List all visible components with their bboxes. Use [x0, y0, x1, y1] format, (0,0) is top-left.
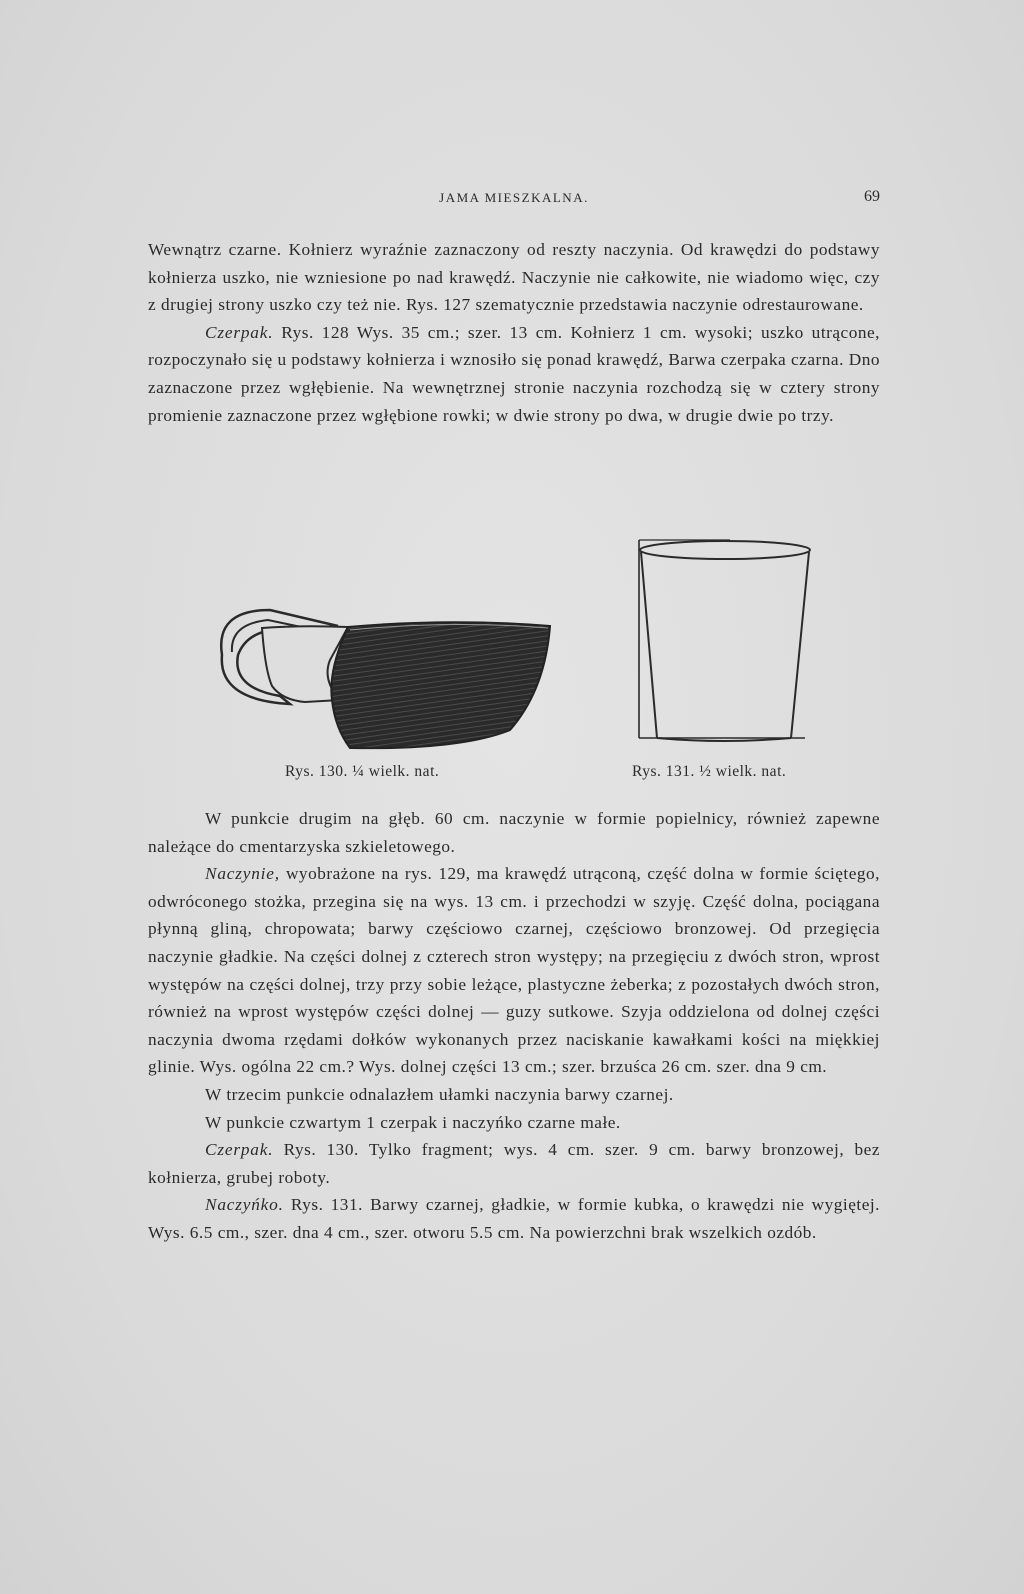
paragraph	[148, 319, 880, 429]
page-number: 69	[864, 188, 880, 205]
paragraph-lead: Czerpak.	[205, 322, 274, 342]
ladle-fragment-illustration	[210, 600, 580, 790]
paragraph-text: Wewnątrz czarne. Kołnierz wyraźnie zaznaczony od reszty naczynia. Od krawędzi do podstawy kołnierza uszko, nie wzniesione po nad krawędź. Naczynie nie całkowite, nie wiadomo więc, czy z drugiej strony uszko czy też nie. Rys. 127 szematycznie przedstawia naczynie odrestaurowane.	[148, 240, 880, 315]
paragraph-text: W punkcie drugim na głęb. 60 cm. naczynie w formie popielnicy, również zapewne należące do cmentarzyska szkieletowego.	[148, 809, 880, 856]
paragraph-lead: Czerpak.	[205, 1140, 274, 1160]
paragraph	[148, 1136, 880, 1191]
cup-illustration	[635, 538, 825, 788]
page-header	[148, 186, 880, 210]
paragraph	[148, 1081, 880, 1109]
figure-caption-131: Rys. 131. ½ wielk. nat.	[632, 763, 787, 780]
paragraph-text: Rys. 130. Tylko fragment; wys. 4 cm. szer. 9 cm. barwy bronzowej, bez kołnierza, grubej roboty.	[148, 1140, 880, 1187]
running-title: JAMA MIESZKALNA.	[439, 190, 589, 205]
paragraph	[148, 236, 880, 319]
paragraph-lead: Naczyńko.	[205, 1195, 284, 1215]
paragraph	[148, 805, 880, 860]
text-block-top	[148, 236, 880, 429]
text-block-bottom	[148, 805, 880, 1247]
figure-caption-130: Rys. 130. ¼ wielk. nat.	[285, 763, 440, 780]
paragraph	[148, 1109, 880, 1137]
paragraph-lead: Naczynie,	[205, 864, 280, 884]
paragraph	[148, 1191, 880, 1246]
paragraph	[148, 860, 880, 1081]
paragraph-text: W punkcie czwartym 1 czerpak i naczyńko czarne małe.	[205, 1112, 621, 1132]
paragraph-text: Rys. 128 Wys. 35 cm.; szer. 13 cm. Kołnierz 1 cm. wysoki; uszko utrącone, rozpoczynało się u podstawy kołnierza i wznosiło się ponad krawędź, Barwa czerpaka czarna. Dno zaznaczone przez wgłębienie. Na wewnętrznej stronie naczynia rozchodzą się w cztery strony promienie zaznaczone przez wgłębione rowki; w dwie strony po dwa, w drugie dwie po trzy.	[148, 322, 880, 425]
paragraph-text: wyobrażone na rys. 129, ma krawędź utrąconą, część dolna w formie ściętego, odwróconego stożka, przegina się na wys. 13 cm. i przechodzi w szyję. Część dolna, pociągana płynną gliną, chropowata; barwy częściowo czarnej, częściowo bronzowej. Od przegięcia naczynie gładkie. Na części dolnej z czterech stron występy; na przegięciu z dwóch stron, wprost występów na części dolnej, trzy przy sobie leżące, plastyczne żeberka; z pozostałych dwóch stron, również na wprost występów części dolnej — guzy sutkowe. Szyja oddzielona od dolnej części naczynia dwoma rzędami dołków wykonanych przez naciskanie kawałkami kości na miękkiej glinie. Wys. ogólna 22 cm.? Wys. dolnej części 13 cm.; szer. brzuśca 26 cm. szer. dna 9 cm.	[148, 864, 880, 1077]
paragraph-text: W trzecim punkcie odnalazłem ułamki naczynia barwy czarnej.	[205, 1084, 674, 1104]
paragraph-text: Rys. 131. Barwy czarnej, gładkie, w formie kubka, o krawędzi nie wygiętej. Wys. 6.5 cm., szer. dna 4 cm., szer. otworu 5.5 cm. Na powierzchni brak wszelkich ozdób.	[148, 1195, 880, 1242]
